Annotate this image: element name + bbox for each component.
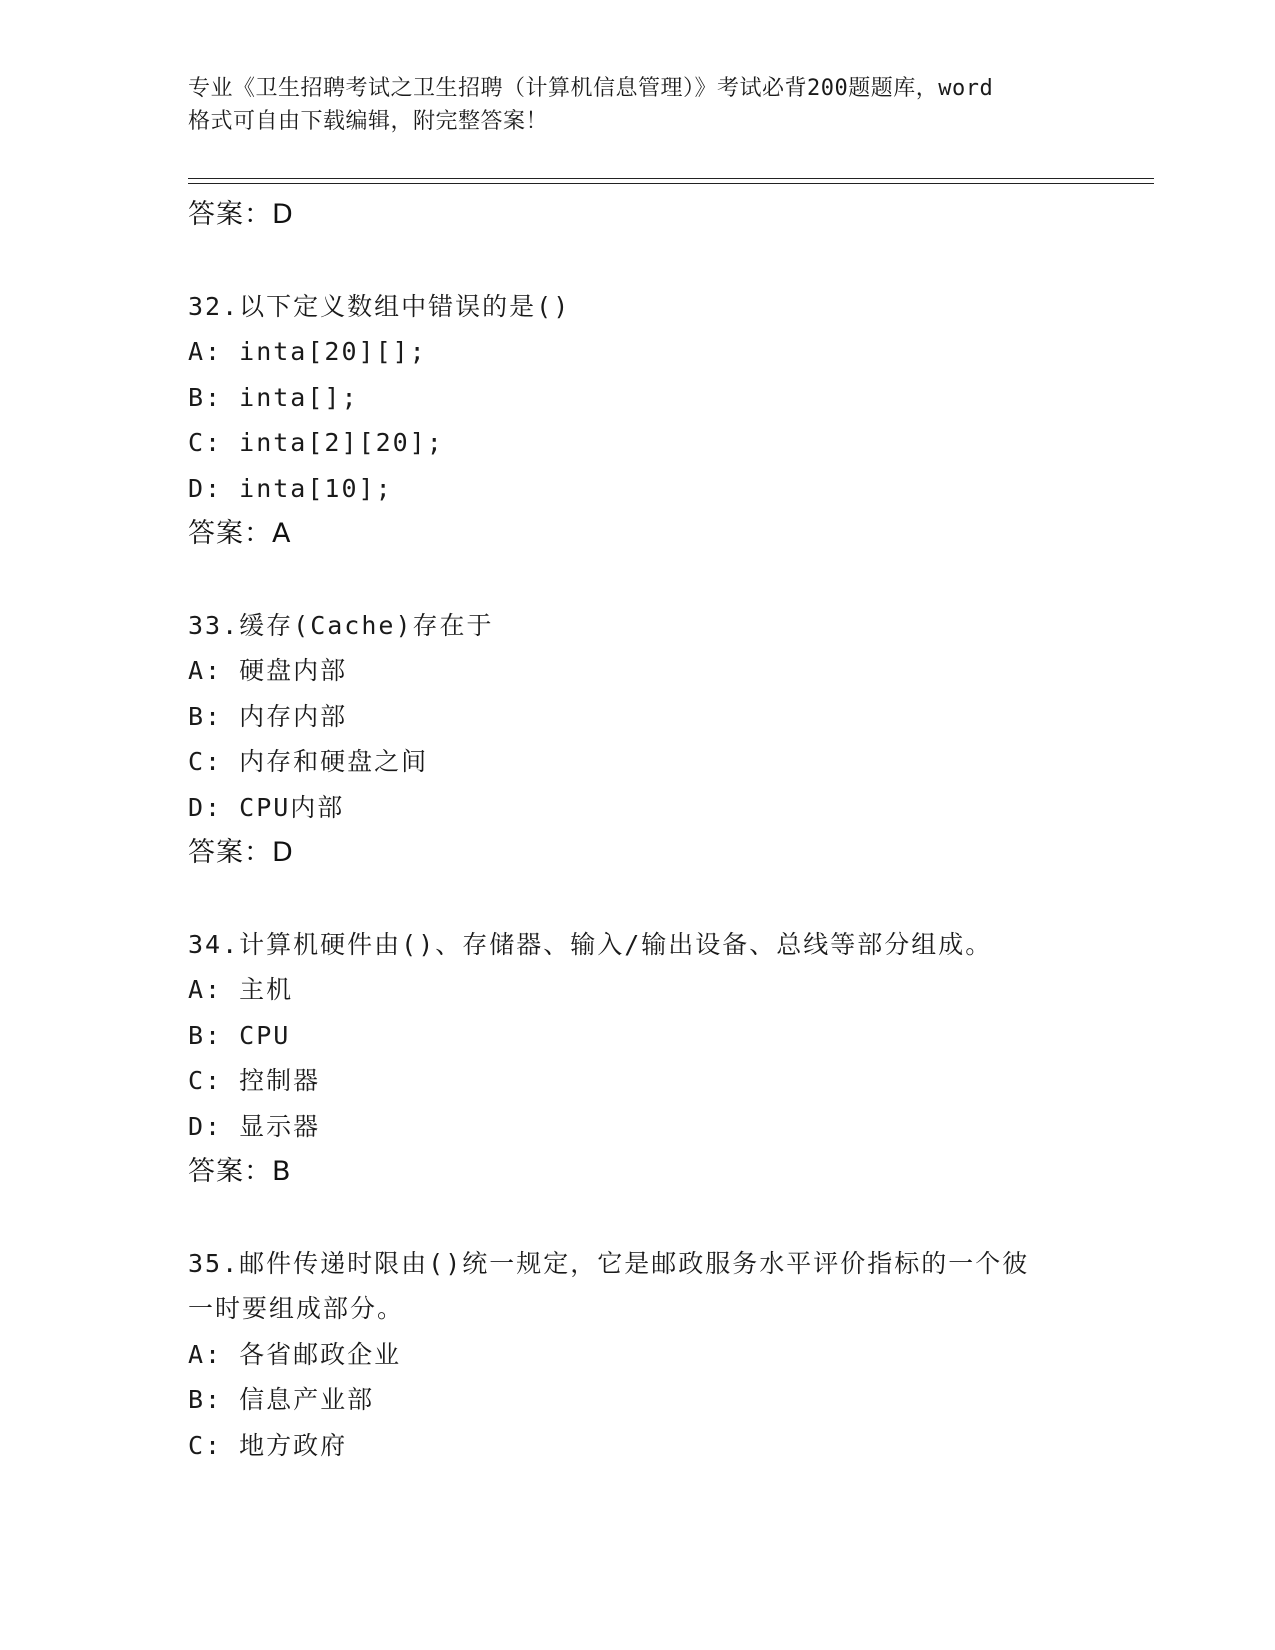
question-stem: 34.计算机硬件由()、存储器、输入/输出设备、总线等部分组成。 — [188, 929, 993, 959]
option-d: D: 显示器 — [188, 1111, 321, 1141]
answer-prefix: 答案： — [188, 199, 272, 230]
answer-value: D — [272, 837, 294, 868]
option-a: A: inta[20][]; — [188, 337, 427, 366]
option-b: B: 内存内部 — [188, 701, 348, 731]
option-b: B: inta[]; — [188, 382, 359, 412]
option-a: A: 主机 — [188, 975, 294, 1004]
header-line-2: 格式可自由下载编辑，附完整答案！ — [188, 109, 549, 134]
question-stem: 33.缓存(Cache)存在于 — [188, 610, 494, 640]
answer-line — [188, 511, 1088, 557]
header-rule-bottom — [188, 183, 1154, 184]
option-b: B: CPU — [188, 1020, 291, 1050]
document-header — [188, 72, 1088, 138]
header-line-1: 专业《卫生招聘考试之卫生招聘（计算机信息管理）》考试必背200题题库，word — [188, 76, 994, 101]
answer-line — [188, 192, 1088, 238]
answer-line — [188, 1149, 1088, 1195]
option-a: A: 硬盘内部 — [188, 656, 348, 685]
question-stem-continued: 一时要组成部分。 — [188, 1294, 405, 1323]
question-33 — [188, 603, 1088, 876]
answer-value: A — [272, 518, 292, 549]
option-d: D: inta[10]; — [188, 473, 393, 503]
option-d: D: CPU内部 — [188, 792, 345, 822]
answer-prefix: 答案： — [188, 518, 272, 549]
answer-line — [188, 830, 1088, 876]
answer-prefix: 答案： — [188, 837, 272, 868]
question-34 — [188, 922, 1088, 1195]
document-body — [188, 192, 1088, 1468]
question-stem: 35.邮件传递时限由()统一规定，它是邮政服务水平评价指标的一个彼 — [188, 1248, 1030, 1278]
answer-value: D — [272, 199, 294, 230]
answer-value: B — [272, 1156, 292, 1187]
question-35 — [188, 1241, 1088, 1469]
option-c: C: 控制器 — [188, 1066, 321, 1095]
answer-prefix: 答案： — [188, 1156, 272, 1187]
option-c: C: 内存和硬盘之间 — [188, 747, 429, 776]
option-c: C: 地方政府 — [188, 1430, 348, 1460]
option-b: B: 信息产业部 — [188, 1385, 375, 1414]
header-rule-top — [188, 178, 1154, 179]
option-a: A: 各省邮政企业 — [188, 1339, 402, 1369]
question-stem: 32.以下定义数组中错误的是() — [188, 291, 571, 321]
question-32 — [188, 284, 1088, 557]
option-c: C: inta[2][20]; — [188, 428, 444, 457]
